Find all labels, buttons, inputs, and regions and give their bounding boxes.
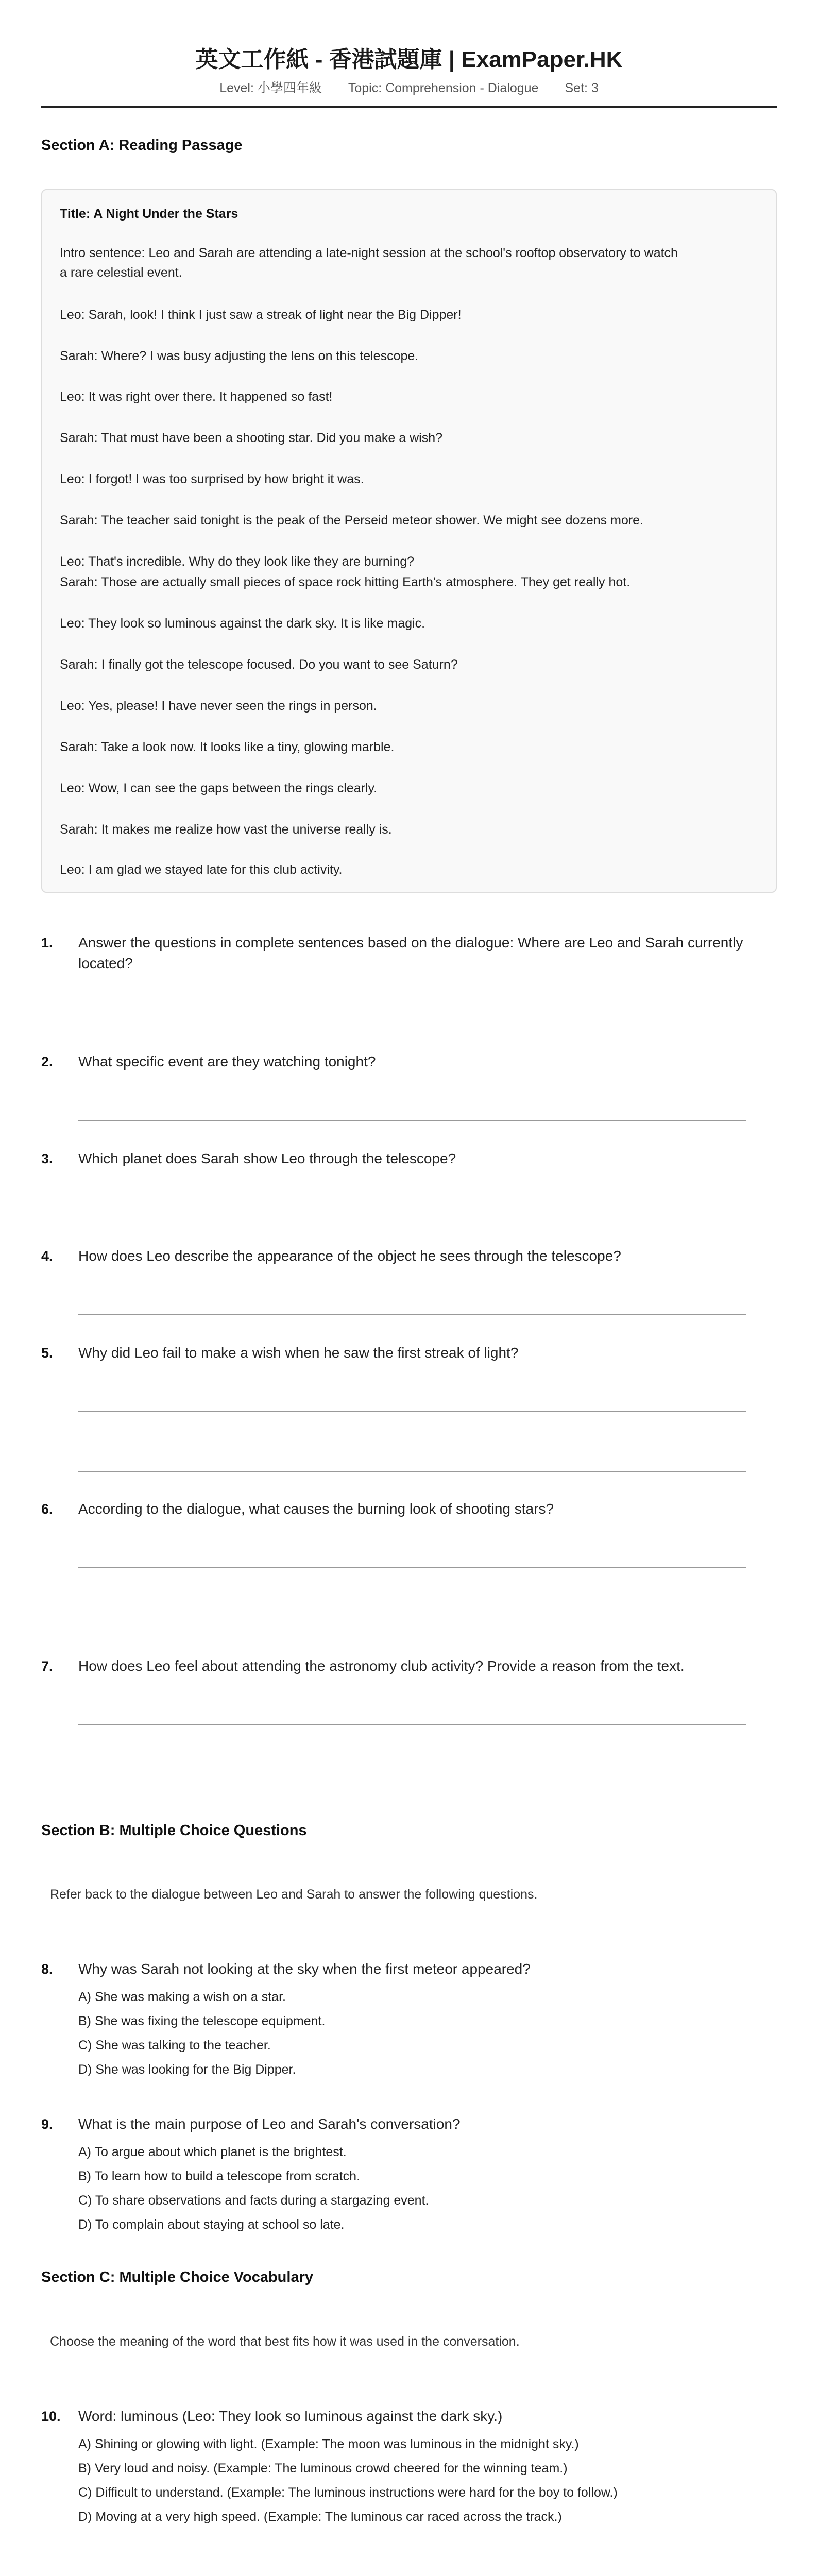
passage-line: Leo: That's incredible. Why do they look like they are burning? [60, 554, 415, 569]
question-number: 7. [41, 1658, 53, 1674]
passage-line: Sarah: That must have been a shooting star. Did you make a wish? [60, 431, 443, 445]
question-text: Answer the questions in complete sentences based on the dialogue: Where are Leo and Sarah currently located? [78, 935, 743, 971]
topic-label: Topic: Comprehension - Dialogue [348, 81, 539, 95]
option-a[interactable]: A) She was making a wish on a star. [78, 1990, 286, 2004]
option-a[interactable]: A) To argue about which planet is the brightest. [78, 2145, 347, 2159]
section-b-title: Section B: Multiple Choice Questions [41, 1822, 307, 1839]
passage-line: Leo: It was right over there. It happened so fast! [60, 389, 333, 404]
question-number: 8. [41, 1961, 53, 1977]
header-divider [41, 106, 777, 108]
answer-line[interactable] [78, 1314, 746, 1315]
passage-line: Sarah: Where? I was busy adjusting the lens on this telescope. [60, 349, 419, 363]
passage-line: Sarah: The teacher said tonight is the peak of the Perseid meteor shower. We might see dozens more. [60, 513, 644, 528]
question-number: 3. [41, 1151, 53, 1166]
section-c-instructions: Choose the meaning of the word that best fits how it was used in the conversation. [50, 2334, 520, 2349]
question-number: 1. [41, 935, 53, 951]
passage-title: Title: A Night Under the Stars [60, 207, 238, 221]
passage-line: Sarah: It makes me realize how vast the universe really is. [60, 822, 392, 837]
question-number: 9. [41, 2116, 53, 2132]
passage-line: Leo: Wow, I can see the gaps between the rings clearly. [60, 781, 378, 795]
level-label: Level: 小學四年級 [219, 81, 322, 95]
question-number: 10. [41, 2409, 61, 2424]
worksheet-meta [41, 79, 777, 97]
answer-line[interactable] [78, 1471, 746, 1472]
reading-passage-box [41, 189, 777, 893]
option-a[interactable]: A) Shining or glowing with light. (Example: The moon was luminous in the midnight sky.) [78, 2437, 579, 2451]
question-number: 4. [41, 1248, 53, 1264]
question-text: Which planet does Sarah show Leo through the telescope? [78, 1150, 456, 1166]
passage-line: a rare celestial event. [60, 265, 182, 280]
question-text: Why did Leo fail to make a wish when he saw the first streak of light? [78, 1345, 519, 1361]
answer-line[interactable] [78, 1567, 746, 1568]
option-d[interactable]: D) To complain about staying at school so late. [78, 2217, 345, 2232]
worksheet-header [41, 45, 777, 97]
option-c[interactable]: C) Difficult to understand. (Example: The luminous instructions were hard for the boy to follow.) [78, 2485, 618, 2500]
question-text: Word: luminous (Leo: They look so luminous against the dark sky.) [78, 2408, 503, 2424]
section-c-title: Section C: Multiple Choice Vocabulary [41, 2269, 313, 2285]
answer-line[interactable] [78, 1411, 746, 1412]
worksheet-page [41, 0, 777, 2576]
question-number: 2. [41, 1054, 53, 1070]
passage-line: Leo: Yes, please! I have never seen the rings in person. [60, 699, 377, 713]
answer-line[interactable] [78, 1724, 746, 1725]
section-b-instructions: Refer back to the dialogue between Leo and Sarah to answer the following questions. [50, 1887, 538, 1902]
question-text: What specific event are they watching tonight? [78, 1054, 376, 1070]
set-label: Set: 3 [565, 81, 599, 95]
question-text: How does Leo describe the appearance of the object he sees through the telescope? [78, 1248, 621, 1264]
passage-line: Sarah: I finally got the telescope focused. Do you want to see Saturn? [60, 657, 458, 672]
option-b[interactable]: B) Very loud and noisy. (Example: The luminous crowd cheered for the winning team.) [78, 2461, 568, 2476]
passage-line: Sarah: Take a look now. It looks like a tiny, glowing marble. [60, 740, 395, 754]
question-number: 5. [41, 1345, 53, 1361]
passage-line: Leo: Sarah, look! I think I just saw a streak of light near the Big Dipper! [60, 308, 462, 322]
option-b[interactable]: B) She was fixing the telescope equipment. [78, 2014, 326, 2028]
passage-line: Leo: They look so luminous against the dark sky. It is like magic. [60, 616, 425, 631]
passage-line: Intro sentence: Leo and Sarah are attending a late-night session at the school's rooftop observatory to watch [60, 246, 678, 260]
option-d[interactable]: D) She was looking for the Big Dipper. [78, 2062, 296, 2077]
question-text: According to the dialogue, what causes the burning look of shooting stars? [78, 1501, 554, 1517]
option-c[interactable]: C) She was talking to the teacher. [78, 2038, 271, 2053]
passage-line: Leo: I am glad we stayed late for this club activity. [60, 862, 343, 877]
passage-line: Leo: I forgot! I was too surprised by how bright it was. [60, 472, 364, 486]
question-text: Why was Sarah not looking at the sky when the first meteor appeared? [78, 1961, 531, 1977]
worksheet-title: 英文工作紙 - 香港試題庫 | ExamPaper.HK [195, 47, 623, 72]
question-text: How does Leo feel about attending the astronomy club activity? Provide a reason from the text. [78, 1658, 685, 1674]
passage-line: Sarah: Those are actually small pieces of space rock hitting Earth's atmosphere. They get really hot. [60, 575, 630, 589]
question-number: 6. [41, 1501, 53, 1517]
option-b[interactable]: B) To learn how to build a telescope from scratch. [78, 2169, 361, 2183]
question-text: What is the main purpose of Leo and Sarah's conversation? [78, 2116, 461, 2132]
section-a-title: Section A: Reading Passage [41, 137, 243, 154]
option-d[interactable]: D) Moving at a very high speed. (Example: The luminous car raced across the track.) [78, 2510, 562, 2524]
answer-line[interactable] [78, 1120, 746, 1121]
option-c[interactable]: C) To share observations and facts during a stargazing event. [78, 2193, 429, 2208]
